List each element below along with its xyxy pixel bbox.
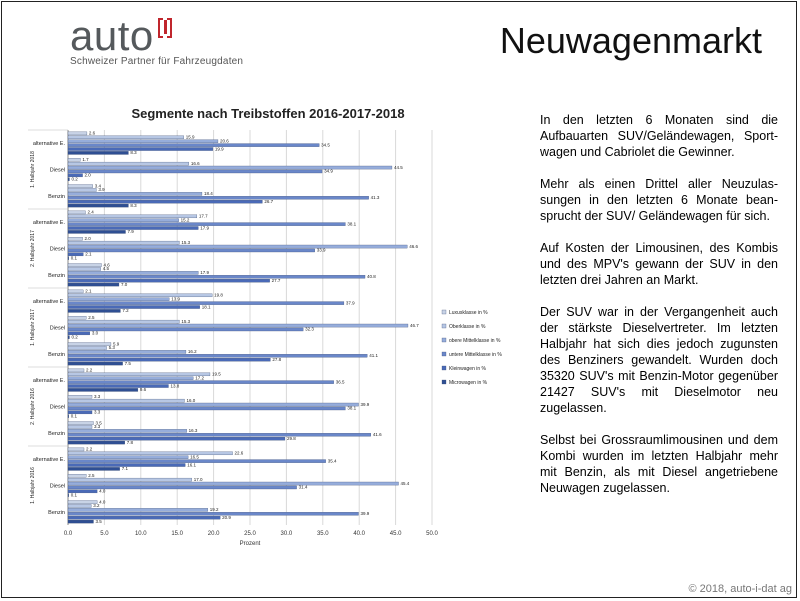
bar (68, 188, 96, 191)
bar (68, 204, 128, 207)
category-label: Benzin (48, 430, 65, 437)
group-label: 2. Halbjahr 2017 (30, 230, 36, 267)
bar (68, 429, 187, 432)
data-label: 16.3 (188, 428, 198, 434)
bar (68, 147, 213, 150)
data-label: 0.2 (71, 334, 78, 340)
bar (68, 403, 358, 406)
data-label: 41.3 (370, 195, 380, 201)
data-label: 3.9 (98, 187, 105, 193)
bar (68, 395, 92, 398)
data-label: 37.9 (345, 300, 355, 306)
bar (68, 433, 371, 436)
data-label: 4.0 (99, 488, 106, 494)
data-label: 32.3 (305, 326, 314, 332)
group-label: 1. Halbjahr 2016 (30, 467, 36, 504)
bar (68, 279, 270, 282)
data-label: 0.1 (70, 255, 77, 261)
data-label: 7.5 (124, 360, 131, 366)
data-label: 2.0 (84, 172, 91, 178)
bar (68, 407, 345, 410)
bar (68, 290, 83, 293)
bar (68, 373, 210, 376)
x-tick-label: 10.0 (134, 531, 147, 537)
data-label: 41.6 (372, 432, 382, 438)
bar (68, 237, 83, 240)
data-label: 39.9 (360, 511, 370, 517)
data-label: 2.5 (88, 315, 95, 320)
data-label: 39.9 (360, 401, 370, 407)
x-tick-label: 15.0 (171, 531, 184, 537)
bar (68, 520, 93, 523)
paragraph-3: Auf Kosten der Limousinen, des Kombis und des MPV's gewann der SUV in den letzten drei Jahren an Markt. (540, 241, 778, 287)
bar (68, 494, 69, 497)
bar (68, 271, 198, 274)
paragraph-4: Der SUV war in der Vergangenheit auch der stärkste Dieselvertreter. Im letzten Halbjahr hat sich dies jedoch zugunsten des Benziners gewandelt. Wurden doch 35320 SUV's mit Benzin-Motor gegenüber 21427 SUV's mit Dieselmotor neu zugelassen. (540, 305, 778, 415)
data-label: 5.3 (108, 345, 115, 351)
paragraph-2: Mehr als einen Drittel aller Neuzulas-sungen in den letzten 6 Monate bean-sprucht der SUV/ Geländewagen für sich. (540, 177, 778, 223)
bar (68, 441, 125, 444)
data-label: 2.1 (85, 251, 92, 257)
x-axis-label: Prozent (239, 541, 261, 547)
bar (68, 328, 303, 331)
bar (68, 144, 319, 147)
data-label: 4.6 (103, 262, 110, 268)
logo-word: auto (70, 12, 154, 59)
data-label: 9.6 (139, 387, 147, 393)
data-label: 45.4 (400, 480, 410, 486)
data-label: 19.9 (214, 146, 224, 152)
data-label: 3.5 (95, 518, 102, 524)
data-label: 36.5 (335, 379, 345, 385)
legend-swatch (442, 324, 446, 328)
bar (68, 185, 93, 188)
data-label: 2.2 (86, 446, 93, 452)
data-label: 19.8 (214, 292, 223, 298)
data-label: 8.3 (130, 150, 137, 156)
group-label: 1. Halbjahr 2018 (30, 151, 36, 188)
data-label: 34.5 (321, 142, 330, 148)
data-label: 17.9 (200, 270, 210, 276)
bar (68, 298, 169, 301)
copyright: © 2018, auto-i-dat ag (688, 583, 792, 595)
chart (24, 100, 520, 556)
bar (68, 309, 120, 312)
group-label: 2. Halbjahr 2016 (30, 388, 36, 425)
bar (68, 452, 233, 455)
data-label: 31.4 (298, 484, 308, 490)
data-label: 33.9 (316, 247, 326, 253)
category-label: alternative E. (32, 141, 65, 148)
legend-swatch (442, 352, 446, 356)
data-label: 46.7 (409, 322, 419, 328)
x-tick-label: 30.0 (280, 531, 293, 537)
category-label: Benzin (48, 193, 65, 200)
category-label: Diesel (49, 483, 65, 490)
data-label: 16.0 (186, 397, 196, 403)
legend-label: untere Mittelklasse in % (449, 352, 502, 358)
x-tick-label: 50.0 (426, 531, 438, 537)
bar (68, 136, 184, 139)
paragraph-5: Selbst bei Grossraumlimousinen und dem Kombi wurden im letzten Halbjahr mehr mit Benzin, als mit Diesel angetriebene Neuwagen zugelassen. (540, 433, 778, 495)
bar (68, 482, 399, 485)
bar (68, 388, 138, 391)
data-label: 4.0 (99, 499, 106, 505)
bar (68, 140, 218, 143)
data-label: 27.8 (272, 356, 282, 362)
category-label: Diesel (49, 246, 65, 253)
data-label: 7.2 (122, 308, 129, 314)
bar (68, 474, 86, 477)
data-label: 17.7 (198, 213, 208, 219)
data-label: 3.4 (94, 183, 102, 189)
data-label: 16.5 (190, 454, 199, 460)
bar (68, 478, 192, 481)
category-label: Benzin (48, 272, 65, 279)
data-label: 27.7 (271, 277, 281, 283)
bar (68, 324, 408, 327)
logo (70, 14, 243, 67)
data-label: 17.9 (200, 225, 210, 231)
bar (68, 230, 126, 233)
data-label: 3.2 (93, 503, 100, 509)
category-label: alternative E. (32, 220, 65, 227)
bar (68, 358, 270, 361)
bar (68, 437, 285, 440)
bar (68, 257, 69, 260)
data-label: 18.1 (201, 304, 211, 310)
data-label: 7.9 (127, 229, 134, 235)
chart-svg (24, 100, 520, 556)
bar (68, 512, 358, 515)
bar (68, 399, 184, 402)
x-tick-label: 20.0 (207, 531, 220, 537)
bar (68, 170, 322, 173)
data-label: 3.3 (94, 394, 101, 399)
chart-title: Segmente nach Treibstoffen 2016-2017-2018 (131, 106, 405, 121)
data-label: 4.5 (102, 266, 110, 272)
bar (68, 467, 120, 470)
commentary (540, 112, 778, 512)
data-label: 22.6 (234, 450, 244, 456)
bar (68, 362, 123, 365)
data-label: 38.1 (347, 405, 357, 411)
bar (68, 305, 200, 308)
bar (68, 350, 186, 353)
bar (68, 151, 128, 154)
data-label: 3.3 (94, 409, 101, 415)
data-label: 2.1 (85, 288, 92, 294)
bar (68, 516, 220, 519)
data-label: 18.4 (203, 191, 213, 197)
data-label: 17.2 (195, 375, 204, 381)
data-label: 35.4 (327, 458, 337, 464)
category-label: Diesel (49, 325, 65, 332)
bar (68, 245, 407, 248)
data-label: 15.3 (181, 318, 191, 324)
legend-label: Luxusklasse in % (449, 310, 488, 316)
bar (68, 415, 69, 418)
data-label: 29.8 (286, 435, 296, 441)
logo-i-icon (158, 16, 172, 50)
legend-swatch (442, 338, 446, 342)
data-label: 7.0 (120, 281, 128, 287)
page-title: Neuwagenmarkt (499, 20, 762, 61)
bar (68, 354, 367, 357)
data-label: 2.2 (86, 367, 93, 373)
data-label: 44.5 (393, 164, 403, 170)
data-label: 15.9 (185, 134, 195, 140)
x-tick-label: 5.0 (100, 531, 109, 537)
bar (68, 178, 69, 181)
data-label: 13.8 (170, 383, 180, 389)
paragraph-1: In den letzten 6 Monaten sind die Aufbauarten SUV/Geländewagen, Sport-wagen und Cabriolet die Gewinner. (540, 113, 778, 159)
bar (68, 346, 107, 349)
data-label: 16.1 (187, 462, 196, 468)
group-label: 1. Halbjahr 2017 (30, 309, 36, 346)
x-tick-label: 0.0 (63, 531, 73, 537)
bar (68, 241, 179, 244)
bar (68, 200, 262, 203)
category-label: alternative E. (32, 457, 65, 464)
bar (68, 425, 92, 428)
x-tick-label: 40.0 (353, 531, 366, 537)
data-label: 1.7 (82, 157, 89, 162)
data-label: 3.0 (91, 330, 99, 336)
data-label: 20.6 (219, 138, 229, 144)
data-label: 2.0 (84, 236, 91, 241)
data-label: 15.2 (180, 217, 190, 223)
bar (68, 219, 179, 222)
data-label: 20.9 (222, 514, 231, 520)
data-label: 7.8 (126, 439, 134, 445)
data-label: 15.3 (181, 239, 191, 245)
bar (68, 456, 188, 459)
category-label: Benzin (48, 509, 65, 516)
bar (68, 381, 334, 384)
category-label: alternative E. (32, 299, 65, 306)
data-label: 0.2 (71, 176, 78, 182)
legend-swatch (442, 380, 446, 384)
data-label: 16.2 (187, 349, 197, 355)
bar (68, 508, 208, 511)
data-label: 26.7 (264, 198, 274, 204)
category-label: Benzin (48, 351, 65, 358)
data-label: 46.6 (409, 243, 419, 249)
bar (68, 377, 193, 380)
data-label: 16.6 (190, 160, 200, 166)
category-label: Diesel (49, 404, 65, 411)
data-label: 34.9 (324, 168, 333, 174)
legend-label: Microwagen in % (449, 380, 488, 386)
bar (68, 196, 369, 199)
bar (68, 294, 212, 297)
data-label: 7.1 (121, 466, 128, 472)
bar (68, 162, 189, 165)
legend-swatch (442, 366, 446, 370)
bar (68, 192, 202, 195)
bar (68, 211, 85, 214)
data-label: 41.1 (369, 353, 378, 359)
x-tick-label: 25.0 (244, 531, 256, 537)
bar (68, 158, 80, 161)
data-label: 19.5 (211, 371, 221, 377)
bar (68, 166, 392, 169)
logo-tagline: Schweizer Partner für Fahrzeugdaten (70, 56, 244, 67)
bar (68, 215, 197, 218)
legend-label: Oberklasse in % (449, 324, 486, 330)
bar (68, 422, 93, 425)
bar (68, 264, 101, 267)
bar (68, 460, 326, 463)
bar (68, 336, 69, 339)
legend-swatch (442, 310, 446, 314)
bar (68, 283, 119, 286)
legend-label: Kleinwagen in % (449, 366, 486, 372)
data-label: 2.6 (88, 130, 96, 136)
legend-label: obere Mittelklasse in % (449, 338, 501, 344)
data-label: 3.5 (95, 420, 102, 426)
bar (68, 132, 87, 135)
bar (68, 369, 84, 372)
data-label: 38.1 (347, 221, 357, 227)
bar (68, 384, 168, 387)
bar (68, 316, 86, 319)
x-tick-label: 45.0 (389, 531, 402, 537)
bar (68, 320, 179, 323)
bar (68, 448, 84, 451)
data-label: 5.9 (112, 341, 120, 347)
bar (68, 275, 365, 278)
data-label: 2.4 (87, 209, 94, 215)
data-label: 3.3 (94, 424, 101, 430)
data-label: 13.9 (171, 296, 180, 302)
bar (68, 504, 91, 507)
bar (68, 267, 101, 270)
x-tick-label: 35.0 (316, 531, 329, 537)
data-label: 40.8 (367, 274, 376, 280)
data-label: 19.2 (209, 507, 219, 513)
bar (68, 343, 111, 346)
data-label: 8.3 (130, 202, 137, 208)
data-label: 17.0 (193, 476, 203, 482)
bar (68, 249, 315, 252)
data-label: 0.1 (70, 492, 77, 498)
category-label: Diesel (49, 167, 65, 174)
data-label: 0.1 (70, 413, 77, 419)
category-label: alternative E. (32, 378, 65, 385)
data-label: 2.5 (88, 473, 95, 478)
